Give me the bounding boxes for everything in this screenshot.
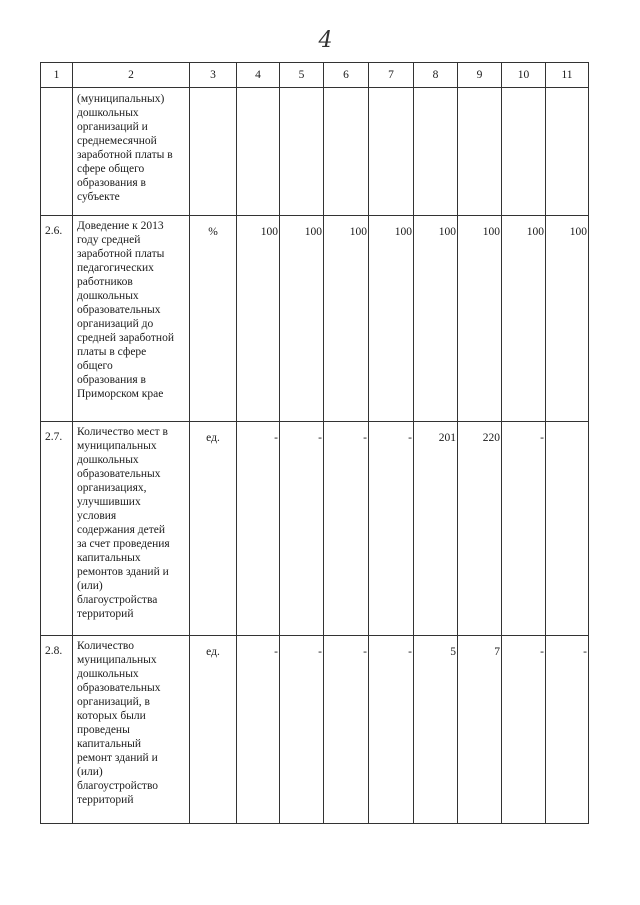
table-row (41, 422, 589, 636)
row-unit (190, 88, 237, 216)
row-value (237, 88, 280, 216)
row-value: - (324, 422, 369, 636)
table-row (41, 88, 589, 216)
row-value (458, 88, 502, 216)
row-value (502, 88, 546, 216)
row-value: - (369, 422, 414, 636)
row-value: - (280, 636, 324, 824)
row-value: - (280, 422, 324, 636)
row-value (280, 88, 324, 216)
column-header: 1 (41, 63, 73, 88)
row-value (414, 88, 458, 216)
row-value: 100 (414, 216, 458, 422)
column-header: 10 (502, 63, 546, 88)
row-value (546, 88, 589, 216)
row-code (41, 88, 73, 216)
table-row (41, 216, 589, 422)
row-value: 100 (237, 216, 280, 422)
row-name: Количество мест в муниципальных дошкольных образовательных организациях, улучшивших условия содержания детей за счет проведения капитальных ремонтов зданий и (или) благоустройства территорий (73, 422, 190, 636)
column-header: 9 (458, 63, 502, 88)
table-row (41, 636, 589, 824)
column-header: 2 (73, 63, 190, 88)
row-code: 2.6. (41, 216, 73, 422)
column-header: 5 (280, 63, 324, 88)
row-value: 100 (369, 216, 414, 422)
row-value (369, 88, 414, 216)
column-header: 3 (190, 63, 237, 88)
row-value: - (502, 422, 546, 636)
column-header: 11 (546, 63, 589, 88)
column-header: 7 (369, 63, 414, 88)
row-value (324, 88, 369, 216)
row-name: (муниципальных) дошкольных организаций и среднемесячной заработной платы в сфере общего образования в субъекте (73, 88, 190, 216)
row-value: 100 (280, 216, 324, 422)
row-value: 100 (458, 216, 502, 422)
row-value: - (369, 636, 414, 824)
row-value: 7 (458, 636, 502, 824)
column-header: 4 (237, 63, 280, 88)
row-value: - (502, 636, 546, 824)
row-value: - (237, 422, 280, 636)
row-code: 2.7. (41, 422, 73, 636)
row-value: 100 (546, 216, 589, 422)
row-value: - (324, 636, 369, 824)
header-row (41, 63, 589, 88)
row-value: - (546, 636, 589, 824)
row-value (546, 422, 589, 636)
column-header: 8 (414, 63, 458, 88)
indicators-table (40, 62, 589, 824)
row-unit: ед. (190, 422, 237, 636)
row-name: Количество муниципальных дошкольных образовательных организаций, в которых были проведены капитальный ремонт зданий и (или) благоустройство территорий (73, 636, 190, 824)
row-unit: % (190, 216, 237, 422)
row-value: 100 (324, 216, 369, 422)
row-value: - (237, 636, 280, 824)
row-unit: ед. (190, 636, 237, 824)
row-value: 220 (458, 422, 502, 636)
row-value: 100 (502, 216, 546, 422)
column-header: 6 (324, 63, 369, 88)
row-name: Доведение к 2013 году средней заработной платы педагогических работников дошкольных образовательных организаций до средней заработной платы в сфере общего образования в Приморском крае (73, 216, 190, 422)
row-value: 201 (414, 422, 458, 636)
row-code: 2.8. (41, 636, 73, 824)
page-number: 4 (318, 28, 334, 53)
row-value: 5 (414, 636, 458, 824)
